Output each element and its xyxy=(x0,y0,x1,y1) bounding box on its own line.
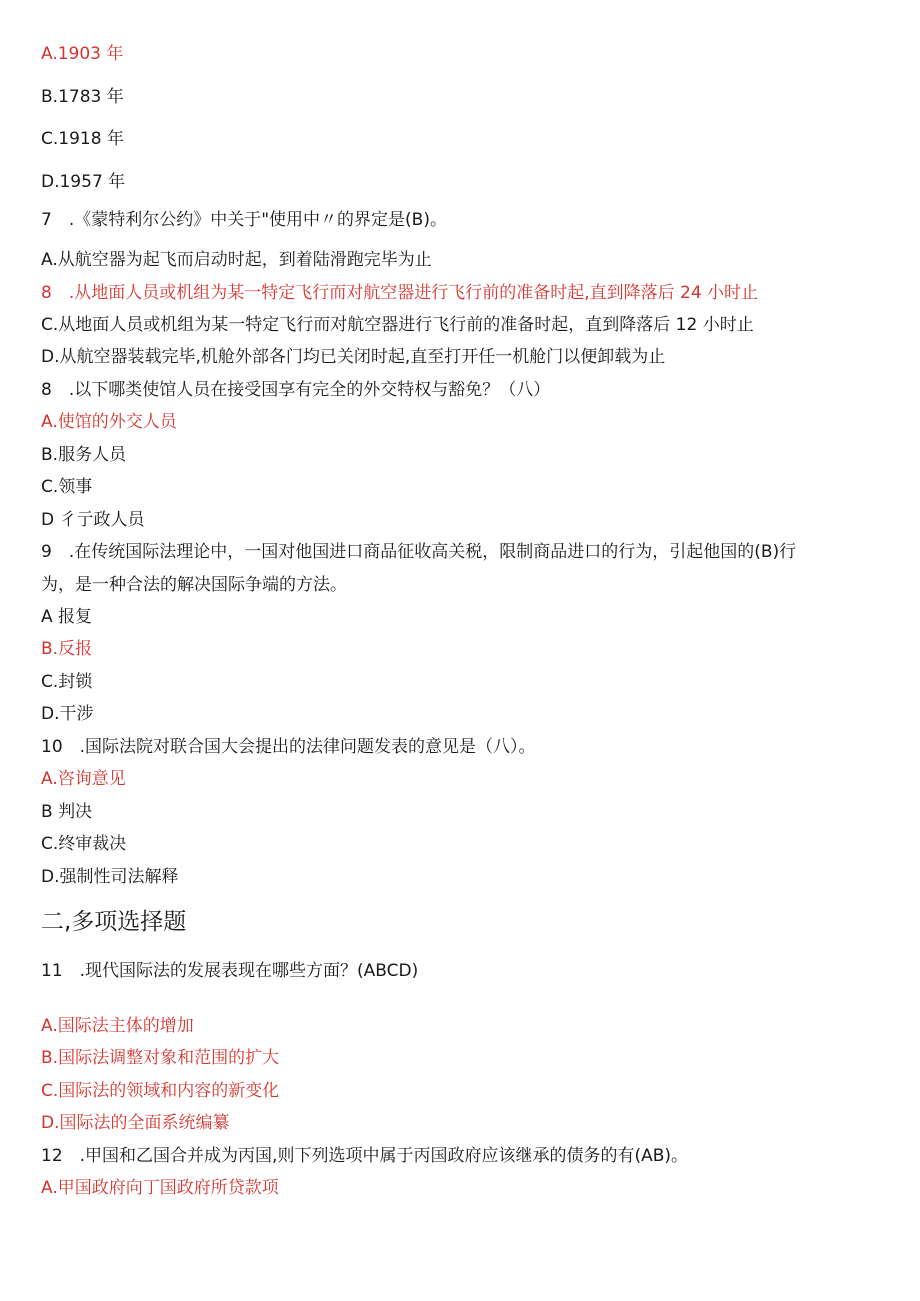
text-line: C.封锁 xyxy=(41,672,93,692)
text-line: A.咨询意见 xyxy=(41,769,126,789)
text-line: A.使馆的外交人员 xyxy=(41,412,177,432)
text-line: C.1918 年 xyxy=(41,129,124,149)
text-line: B 判决 xyxy=(41,802,93,822)
text-line: C.领事 xyxy=(41,477,93,497)
text-line: 为，是一种合法的解决国际争端的方法。 xyxy=(41,575,347,595)
text-line: D.国际法的全面系统编纂 xyxy=(41,1113,230,1133)
text-line: 11 .现代国际法的发展表现在哪些方面？(ABCD) xyxy=(41,961,419,981)
text-line: D.从航空器装载完毕,机舱外部各门均已关闭时起,直至打开任一机舱门以便卸载为止 xyxy=(41,347,666,367)
text-line: B.1783 年 xyxy=(41,87,124,107)
text-line: A.1903 年 xyxy=(41,44,124,64)
text-line: C.国际法的领域和内容的新变化 xyxy=(41,1081,280,1101)
text-line: A 报复 xyxy=(41,607,93,627)
text-line: B.反报 xyxy=(41,639,93,659)
text-line: 12 .甲国和乙国合并成为丙国,则下列选项中属于丙国政府应该继承的债务的有(AB)。 xyxy=(41,1146,688,1166)
text-line: 8 .以下哪类使馆人员在接受国享有完全的外交特权与豁免？（八） xyxy=(41,380,551,400)
text-line: 7 .《蒙特利尔公约》中关于"使用中〃的界定是(B)。 xyxy=(41,210,447,230)
section-heading: 二,多项选择题 xyxy=(41,909,187,935)
text-line: C.从地面人员或机组为某一特定飞行而对航空器进行飞行前的准备时起，直到降落后 12 小时止 xyxy=(41,315,754,335)
text-line: A.甲国政府向丁国政府所贷款项 xyxy=(41,1178,279,1198)
text-line: B.服务人员 xyxy=(41,445,127,465)
text-line: C.终审裁决 xyxy=(41,834,127,854)
text-line: D.强制性司法解释 xyxy=(41,867,179,887)
text-line: D.1957 年 xyxy=(41,172,126,192)
text-line: A.从航空器为起飞而启动时起，到着陆滑跑完毕为止 xyxy=(41,250,432,270)
text-line: D.干涉 xyxy=(41,704,94,724)
text-line: B.国际法调整对象和范围的扩大 xyxy=(41,1048,280,1068)
text-line: 8 .从地面人员或机组为某一特定飞行而对航空器进行飞行前的准备时起,直到降落后 24 小时止 xyxy=(41,283,759,303)
text-line: D 彳亍政人员 xyxy=(41,510,145,530)
text-line: 9 .在传统国际法理论中，一国对他国进口商品征收高关税，限制商品进口的行为，引起他国的(B)行 xyxy=(41,542,797,562)
text-line: 10 .国际法院对联合国大会提出的法律问题发表的意见是（八）。 xyxy=(41,737,536,757)
text-line: A.国际法主体的增加 xyxy=(41,1016,194,1036)
